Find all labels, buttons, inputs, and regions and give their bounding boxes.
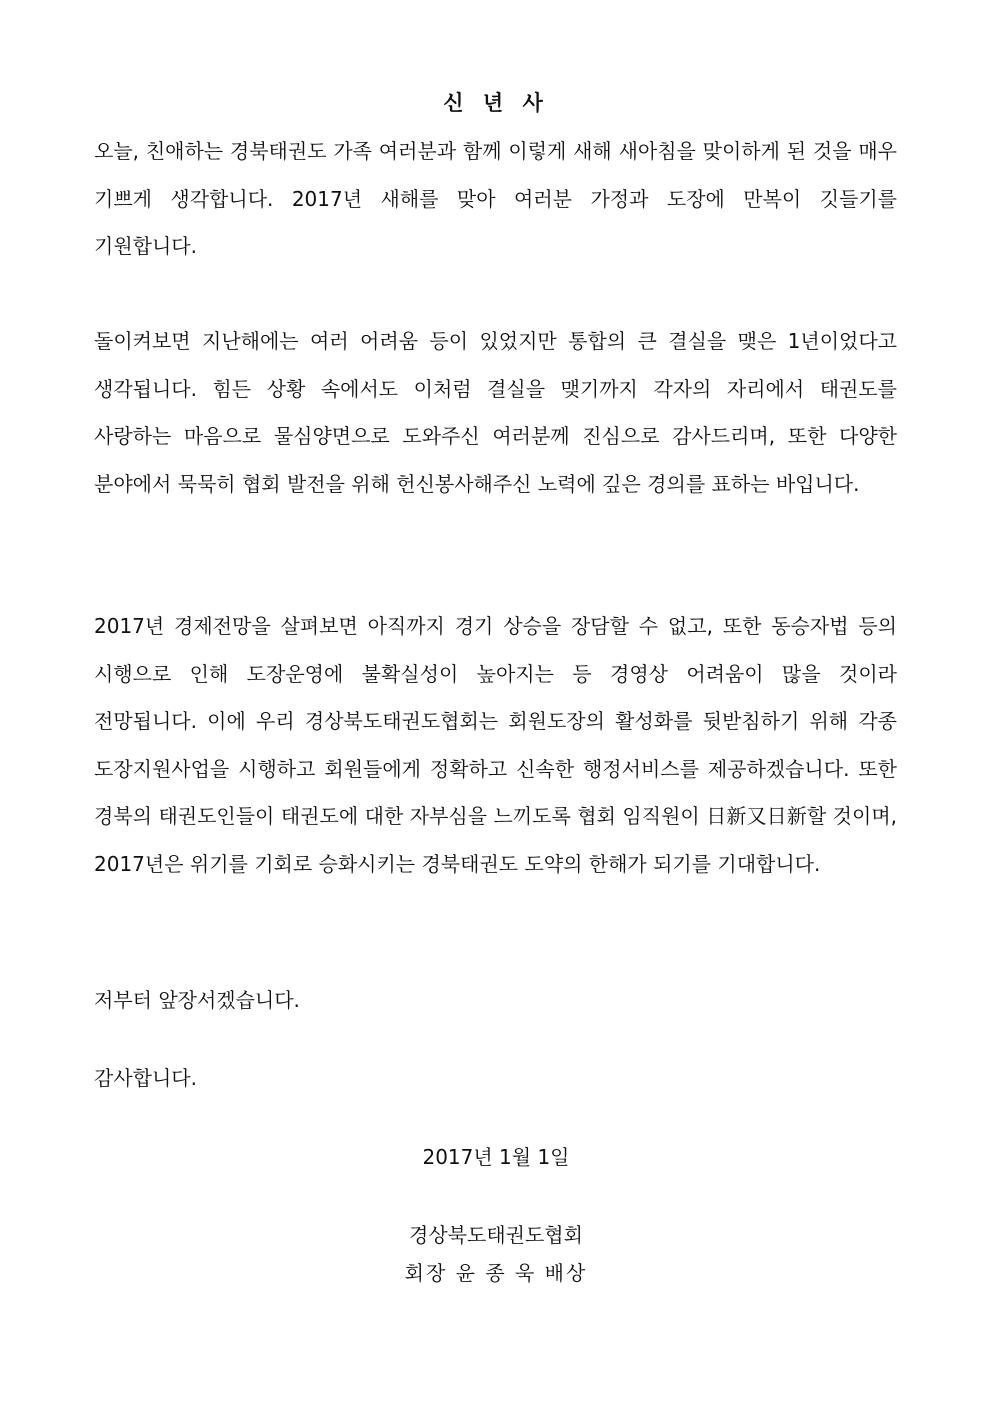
document-date: 2017년 1월 1일 <box>422 1145 570 1169</box>
signature-line: 회장 윤 종 욱 배상 <box>404 1261 588 1285</box>
paragraph-commitment: 저부터 앞장서겠습니다. <box>94 988 300 1012</box>
paragraph-greeting: 오늘, 친애하는 경북태권도 가족 여러분과 함께 이렇게 새해 새아침을 맞이하게 된 것을 매우 기쁘게 생각합니다. 2017년 새해를 맞아 여러분 가정과 도장에 만복이 깃들기를 기원합니다. <box>94 139 897 258</box>
paragraph-retrospective: 돌이켜보면 지난해에는 여러 어려움 등이 있었지만 통합의 큰 결실을 맺은 1년이었다고 생각됩니다. 힘든 상황 속에서도 이처럼 결실을 맺기까지 각자의 자리에서 태권도를 사랑하는 마음으로 물심양면으로 도와주신 여러분께 진심으로 감사드리며, 또한 다양한 분야에서 묵묵히 협회 발전을 위해 헌신봉사해주신 노력에 깊은 경의를 표하는 바입니다. <box>94 329 897 496</box>
paragraph-outlook: 2017년 경제전망을 살펴보면 아직까지 경기 상승을 장담할 수 없고, 또한 동승자법 등의 시행으로 인해 도장운영에 불확실성이 높아지는 등 경영상 어려움이 많을 것이라 전망됩니다. 이에 우리 경상북도태권도협회는 회원도장의 활성화를 뒷받침하기 위해 각종 도장지원사업을 시행하고 회원들에게 정확하고 신속한 행정서비스를 제공하겠습니다. 또한 경북의 태권도인들이 태권도에 대한 자부심을 느끼도록 협회 임직원이 日新又日新할 것이며, 2017년은 위기를 기회로 승화시키는 경북태권도 도약의 한해가 되기를 기대합니다. <box>94 614 897 876</box>
organization-name: 경상북도태권도협회 <box>409 1223 583 1247</box>
document-title: 신 년 사 <box>443 91 549 115</box>
paragraph-thanks: 감사합니다. <box>94 1066 197 1090</box>
